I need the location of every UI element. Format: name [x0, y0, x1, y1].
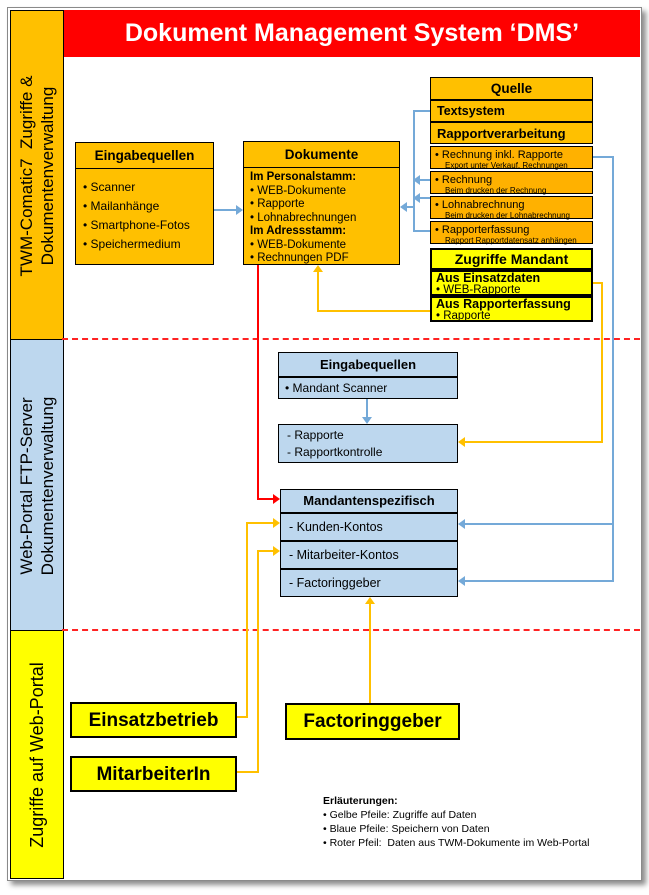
sidebar-section-zugriffe [10, 630, 64, 879]
arrow-factoringgeber-up [369, 604, 371, 703]
legend-item-red: • Roter Pfeil: Daten aus TWM-Dokumente im Web-Portal [323, 837, 590, 849]
entry-title: Aus Rapporterfassung [436, 297, 571, 311]
legend-item-blue: • Blaue Pfeile: Speichern von Daten [323, 823, 490, 835]
arrow-quelle-to-dokumente [407, 206, 415, 208]
quelle-header: Quelle [430, 77, 593, 100]
arrowhead-right-icon [273, 494, 280, 504]
zugriffe-mandant-entry [430, 270, 593, 296]
quelle-entry [430, 146, 593, 169]
arrowhead-right-icon [273, 518, 280, 528]
sidebar-webportal-line1: Web-Portal FTP-Server [17, 396, 36, 575]
quelle-entry-note: Beim drucken der Lohnabrechnung [445, 211, 570, 220]
quelle-entry-note: Rapport Rapportdatensatz anhängen [445, 236, 577, 245]
quelle-entry-label: • Rapporterfassung [435, 224, 530, 236]
list-item: • Scanner [83, 180, 136, 194]
connector-rechnung [420, 179, 430, 181]
mandantenspezifisch-row: - Mitarbeiter-Kontos [280, 541, 458, 569]
arrowhead-up-icon [313, 265, 323, 272]
quelle-entry-note: Export unter Verkauf, Rechnungen [445, 161, 568, 170]
entry-item: • WEB-Rapporte [436, 284, 521, 296]
list-item: • Rapporte [250, 198, 305, 210]
quelle-entry-label: • Rechnung inkl. Rapporte [435, 149, 563, 161]
quelle-row-rapportverarbeitung: Rapportverarbeitung [430, 122, 593, 144]
connector-textsystem [413, 110, 430, 112]
quelle-row-textsystem: Textsystem [430, 100, 593, 122]
quelle-entry-note: Beim drucken der Rechnung [445, 186, 547, 195]
arrow-dokumente-to-mandanten [257, 498, 273, 500]
connector-rapporte-right [593, 156, 614, 158]
entry-title: Aus Einsatzdaten [436, 271, 541, 285]
dokumente-personalstamm-title: Im Personalstamm: [250, 171, 357, 183]
zugriffe-mandant-entry [430, 296, 593, 322]
mandantenspezifisch-row: - Factoringgeber [280, 569, 458, 597]
arrow-to-kunden-kontos-left [246, 522, 273, 524]
connector-einsatzbetrieb-vertical [246, 523, 248, 718]
connector-einsatzdaten-vertical [601, 282, 603, 442]
arrow-scanner-to-rapporte [366, 399, 368, 417]
box-factoringgeber: Factoringgeber [285, 703, 460, 740]
legend-title: Erläuterungen: [323, 795, 398, 807]
list-item: • WEB-Dokumente [250, 238, 347, 251]
quelle-entry [430, 171, 593, 194]
quelle-entry-label: • Rechnung [435, 174, 493, 186]
arrowhead-right-icon [273, 546, 280, 556]
separator-dashed-bottom [62, 629, 640, 631]
arrowhead-right-icon [236, 205, 243, 215]
list-item: • Lohnabrechnungen [250, 211, 357, 224]
arrow-to-kunden-kontos [465, 523, 614, 525]
quelle-entry [430, 196, 593, 219]
list-item: • Smartphone-Fotos [83, 218, 190, 232]
sidebar-section-twm [10, 10, 64, 341]
zugriffe-mandant-header: Zugriffe Mandant [430, 248, 593, 270]
arrowhead-left-icon [458, 519, 465, 529]
quelle-entry [430, 221, 593, 244]
box-eingabequellen-twm-header: Eingabequellen [76, 143, 213, 169]
box-dokumente-header: Dokumente [244, 142, 399, 168]
box-einsatzbetrieb: Einsatzbetrieb [70, 702, 237, 738]
arrowhead-down-icon [362, 417, 372, 424]
connector-quelle-collector [413, 110, 415, 232]
connector-mitarbeiterin-vertical [257, 551, 259, 773]
list-item: • Rechnungen PDF [250, 252, 349, 264]
arrow-dokumente-to-mandanten-vertical [257, 265, 259, 500]
box-mitarbeiterin: MitarbeiterIn [70, 756, 237, 792]
mandantenspezifisch-row: - Kunden-Kontos [280, 513, 458, 541]
sidebar-twm-line2: Dokumentenverwaltung [38, 86, 57, 265]
list-item: • WEB-Dokumente [250, 184, 347, 197]
arrowhead-up-icon [365, 597, 375, 604]
arrowhead-left-icon [413, 175, 420, 185]
rapporte-line: - Rapportkontrolle [287, 445, 383, 459]
sidebar-section-webportal [10, 339, 64, 632]
dokumente-adressstamm-title: Im Adressstamm: [250, 225, 347, 237]
connector-lohnabrechnung [420, 197, 430, 199]
box-eingabequellen-twm [75, 142, 214, 265]
arrowhead-left-icon [400, 202, 407, 212]
entry-item: • Rapporte [436, 310, 491, 322]
box-rapporte [278, 424, 458, 463]
box-eingabequellen-web-item: • Mandant Scanner [278, 377, 458, 399]
quelle-entry-label: • Lohnabrechnung [435, 199, 525, 211]
connector-mitarbeiterin [237, 771, 259, 773]
box-eingabequellen-web-header: Eingabequellen [278, 352, 458, 377]
connector-right-vertical [612, 156, 614, 582]
arrow-to-dokumente-bottom [317, 272, 319, 312]
separator-dashed-top [62, 338, 640, 340]
legend-item-yellow: • Gelbe Pfeile: Zugriffe auf Daten [323, 809, 477, 821]
sidebar-webportal-line2: Dokumentenverwaltung [38, 396, 57, 575]
sidebar-zugriffe-line1: Zugriffe auf Web-Portal [26, 661, 47, 848]
list-item: • Mailanhänge [83, 199, 160, 213]
box-dokumente [243, 141, 400, 265]
arrow-to-factoringgeber-row [465, 580, 614, 582]
connector-rapporterfassung-left [317, 310, 430, 312]
page-title: Dokument Management System ‘DMS’ [64, 10, 640, 57]
mandantenspezifisch-header: Mandantenspezifisch [280, 489, 458, 513]
arrow-to-mitarbeiter-kontos [257, 550, 273, 552]
rapporte-line: - Rapporte [287, 428, 344, 442]
legend [323, 794, 633, 850]
arrow-to-rapporte-box [465, 441, 603, 443]
arrowhead-left-icon [458, 437, 465, 447]
arrowhead-left-icon [458, 576, 465, 586]
arrow-eingabequellen-to-dokumente [214, 209, 236, 211]
arrowhead-left-icon [413, 193, 420, 203]
list-item: • Speichermedium [83, 237, 181, 251]
connector-rapporterfassung [413, 230, 430, 232]
sidebar-twm-line1: TWM-Comatic7 Zugriffe & [17, 75, 36, 276]
